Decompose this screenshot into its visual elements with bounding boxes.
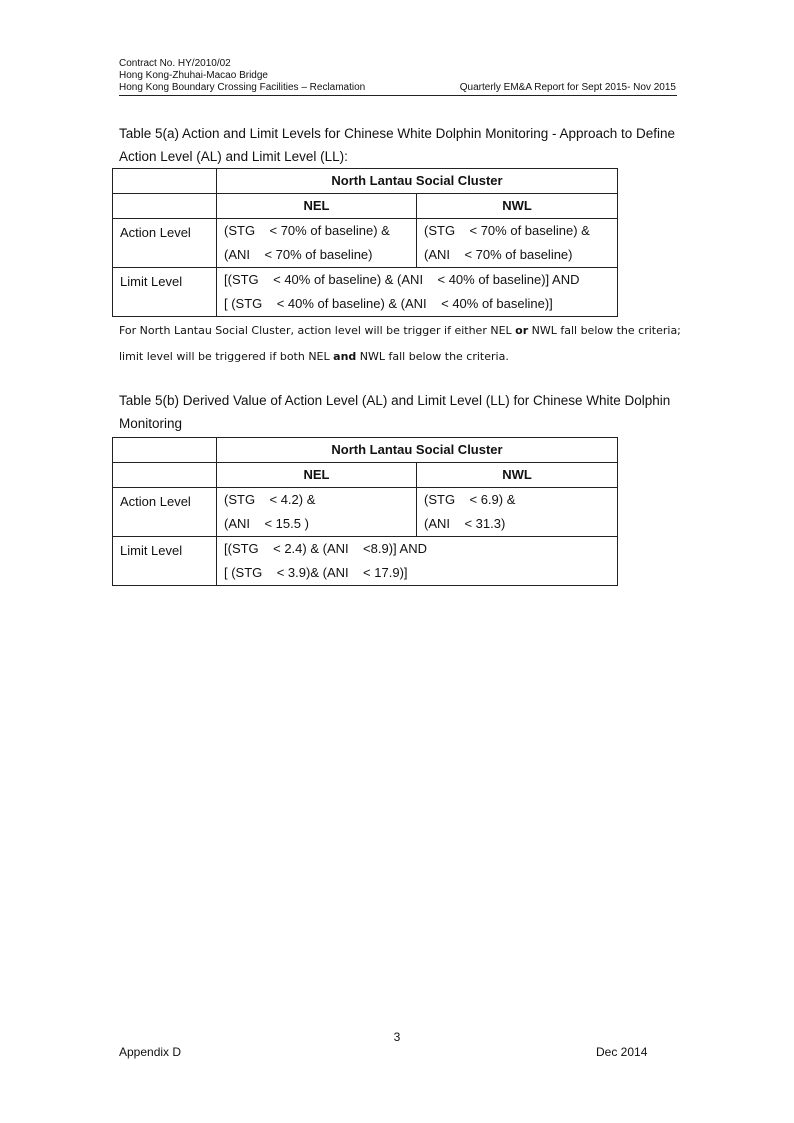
limit-line-1: [(STG < 40% of baseline) & (ANI < 40% of baseline)] AND — [224, 272, 580, 287]
note-text: For North Lantau Social Cluster, action level will be trigger if either NEL — [119, 324, 516, 337]
table-a-caption-line1: Table 5(a) Action and Limit Levels for Chinese White Dolphin Monitoring - Approach to Define — [119, 126, 676, 141]
table-row — [113, 463, 618, 488]
table-row — [113, 488, 618, 537]
table-row — [113, 219, 618, 268]
column-header-nel: NEL — [217, 463, 417, 488]
action-nel-cell — [217, 488, 417, 537]
table-row — [113, 268, 618, 317]
project-name: Hong Kong-Zhuhai-Macao Bridge — [119, 70, 268, 81]
note-line-2 — [119, 344, 689, 370]
table-a-note — [119, 318, 689, 370]
table-row — [113, 194, 618, 219]
table-row — [113, 169, 618, 194]
empty-cell — [113, 463, 217, 488]
action-nwl-stg: (STG < 6.9) & — [424, 492, 516, 507]
table-a-caption — [119, 122, 679, 168]
table-b-caption — [119, 389, 679, 435]
page-header — [119, 58, 676, 94]
page-number: 3 — [393, 1030, 401, 1044]
note-emphasis: and — [333, 350, 357, 363]
report-title: Quarterly EM&A Report for Sept 2015- Nov 2015 — [459, 82, 676, 93]
header-divider — [119, 95, 677, 96]
note-emphasis: or — [515, 324, 529, 337]
contract-number: Contract No. HY/2010/02 — [119, 58, 231, 69]
action-nel-stg: (STG < 4.2) & — [224, 492, 316, 507]
column-header-nel: NEL — [217, 194, 417, 219]
table-row — [113, 537, 618, 586]
column-header-nwl: NWL — [417, 194, 618, 219]
limit-cell — [217, 537, 618, 586]
limit-cell — [217, 268, 618, 317]
cluster-header: North Lantau Social Cluster — [217, 169, 618, 194]
cluster-header: North Lantau Social Cluster — [217, 438, 618, 463]
empty-cell — [113, 169, 217, 194]
table-a — [112, 168, 618, 317]
limit-line-2: [ (STG < 3.9)& (ANI < 17.9)] — [224, 565, 408, 580]
footer-date: Dec 2014 — [596, 1045, 648, 1059]
row-label-limit: Limit Level — [113, 537, 217, 586]
row-label-limit: Limit Level — [113, 268, 217, 317]
note-text: NWL fall below the criteria; — [528, 324, 681, 337]
facility-name: Hong Kong Boundary Crossing Facilities – Reclamation — [119, 82, 366, 93]
table-row — [113, 438, 618, 463]
limit-line-2: [ (STG < 40% of baseline) & (ANI < 40% of baseline)] — [224, 296, 553, 311]
empty-cell — [113, 194, 217, 219]
table-b — [112, 437, 618, 586]
note-line-1 — [119, 318, 689, 344]
table-b-caption-line1: Table 5(b) Derived Value of Action Level (AL) and Limit Level (LL) for Chinese White Dolphin — [119, 393, 671, 408]
empty-cell — [113, 438, 217, 463]
note-text: NWL fall below the criteria. — [356, 350, 509, 363]
note-text: limit level will be triggered if both NEL — [119, 350, 334, 363]
row-label-action: Action Level — [113, 488, 217, 537]
action-nwl-ani: (ANI < 70% of baseline) — [424, 247, 573, 262]
action-nel-stg: (STG < 70% of baseline) & — [224, 223, 390, 238]
action-nwl-cell — [417, 219, 618, 268]
footer-appendix: Appendix D — [119, 1045, 182, 1059]
action-nel-cell — [217, 219, 417, 268]
action-nel-ani: (ANI < 70% of baseline) — [224, 247, 373, 262]
table-a-caption-line2: Action Level (AL) and Limit Level (LL): — [119, 149, 348, 164]
action-nel-ani: (ANI < 15.5 ) — [224, 516, 309, 531]
column-header-nwl: NWL — [417, 463, 618, 488]
table-b-caption-line2: Monitoring — [119, 416, 183, 431]
limit-line-1: [(STG < 2.4) & (ANI <8.9)] AND — [224, 541, 428, 556]
action-nwl-ani: (ANI < 31.3) — [424, 516, 506, 531]
action-nwl-cell — [417, 488, 618, 537]
header-row — [119, 82, 676, 94]
action-nwl-stg: (STG < 70% of baseline) & — [424, 223, 590, 238]
row-label-action: Action Level — [113, 219, 217, 268]
